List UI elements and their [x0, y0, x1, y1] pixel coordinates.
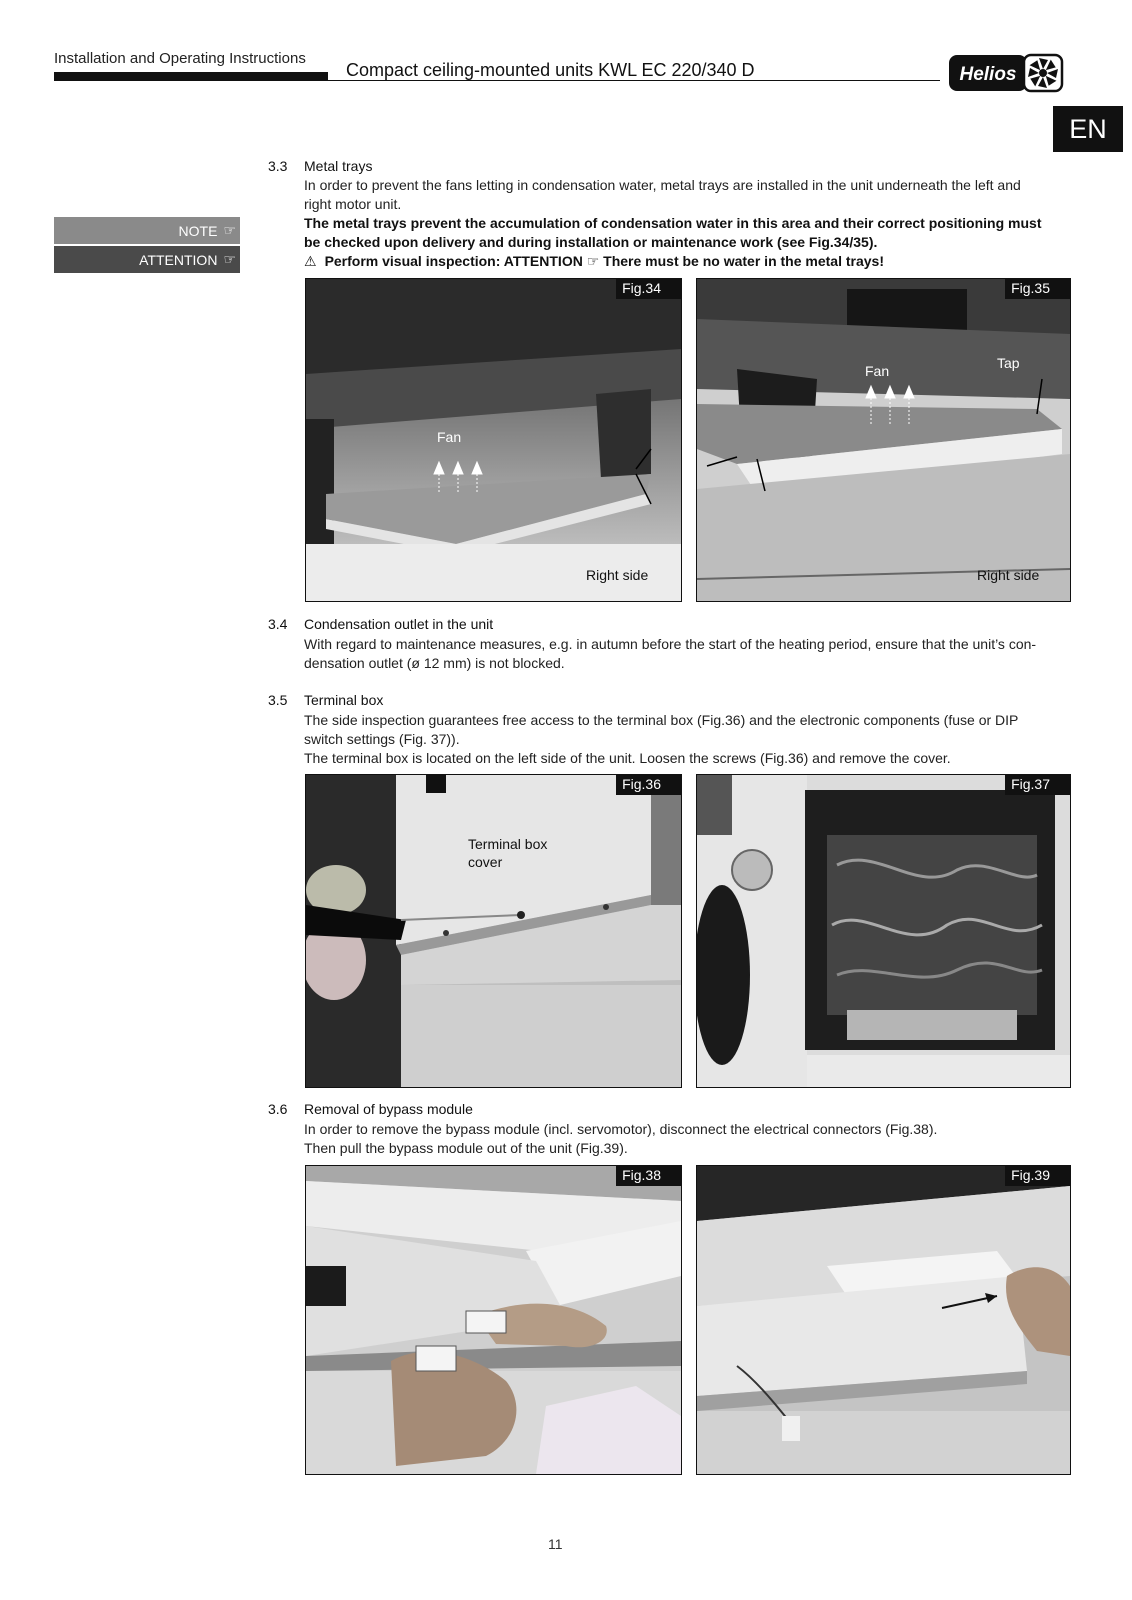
text-line: The terminal box is located on the left side of the unit. Loosen the screws (Fig.36) and remove the cover.	[304, 750, 951, 766]
terminal-box-caption	[468, 835, 547, 871]
section-number: 3.6	[268, 1101, 288, 1117]
logo-text: Helios	[959, 64, 1017, 85]
figure-34	[305, 278, 682, 602]
figure-label: Fig.34	[616, 279, 681, 299]
figure-37	[696, 774, 1071, 1088]
text-line: In order to prevent the fans letting in condensation water, metal trays are installed in the unit underneath the left and	[304, 177, 1021, 193]
section-title: Terminal box	[304, 692, 384, 708]
helios-logo	[948, 52, 1068, 94]
figure-label: Fig.35	[1005, 279, 1070, 299]
text-line: The side inspection guarantees free access to the terminal box (Fig.36) and the electronic components (fuse or DIP	[304, 712, 1019, 728]
figure-label: Fig.37	[1005, 775, 1070, 795]
side-caption: Right side	[586, 567, 649, 583]
text-line: switch settings (Fig. 37)).	[304, 731, 460, 747]
section-number: 3.3	[268, 158, 288, 174]
section-number: 3.4	[268, 616, 288, 632]
caption-line: cover	[468, 854, 503, 870]
figure-36	[305, 774, 682, 1088]
fan-caption: Fan	[437, 429, 462, 445]
tap-caption: Tap	[997, 355, 1020, 371]
figure-35	[696, 278, 1071, 602]
section-text	[304, 711, 1080, 768]
side-caption: Right side	[977, 567, 1040, 583]
text-line: right motor unit.	[304, 196, 402, 212]
figure-label: Fig.36	[616, 775, 681, 795]
section-text	[304, 176, 1080, 271]
section-number: 3.5	[268, 692, 288, 708]
caption-line: Terminal box	[468, 836, 548, 852]
attention-label: ATTENTION	[139, 251, 218, 268]
language-tab: EN	[1053, 106, 1123, 152]
text-line: Then pull the bypass module out of the unit (Fig.39).	[304, 1140, 628, 1156]
text-line: In order to remove the bypass module (incl. servomotor), disconnect the electrical connectors (Fig.38).	[304, 1121, 938, 1137]
text-line: densation outlet (ø 12 mm) is not blocked.	[304, 655, 565, 671]
text-line: be checked upon delivery and during installation or maintenance work (see Fig.34/35).	[304, 234, 878, 250]
figure-39	[696, 1165, 1071, 1475]
fan-caption: Fan	[865, 363, 890, 379]
pointing-hand-icon: ☞	[223, 251, 236, 267]
document-title: Compact ceiling-mounted units KWL EC 220/340 D	[346, 60, 755, 80]
pointing-hand-icon: ☞	[223, 222, 236, 238]
text-line: With regard to maintenance measures, e.g. in autumn before the start of the heating period, ensure that the unit’s con-	[304, 636, 1037, 652]
text-line: The metal trays prevent the accumulation of condensation water in this area and their correct positioning must	[304, 215, 1042, 231]
section-text	[304, 635, 1080, 673]
warning-text: Perform visual inspection: ATTENTION ☞ There must be no water in the metal trays!	[324, 253, 884, 269]
attention-marker	[54, 246, 240, 273]
figure-label: Fig.38	[616, 1166, 681, 1186]
section-title: Condensation outlet in the unit	[304, 616, 494, 632]
note-label: NOTE	[178, 222, 218, 239]
note-marker	[54, 217, 240, 244]
section-text	[304, 1120, 1080, 1158]
header-bar	[54, 72, 328, 81]
document-type: Installation and Operating Instructions	[54, 50, 306, 67]
warning-triangle-icon: ⚠	[304, 253, 317, 269]
warning-line	[304, 252, 1080, 271]
figure-38	[305, 1165, 682, 1475]
section-title: Metal trays	[304, 158, 373, 174]
page-number: 11	[548, 1536, 563, 1552]
section-title: Removal of bypass module	[304, 1101, 473, 1117]
figure-label: Fig.39	[1005, 1166, 1070, 1186]
